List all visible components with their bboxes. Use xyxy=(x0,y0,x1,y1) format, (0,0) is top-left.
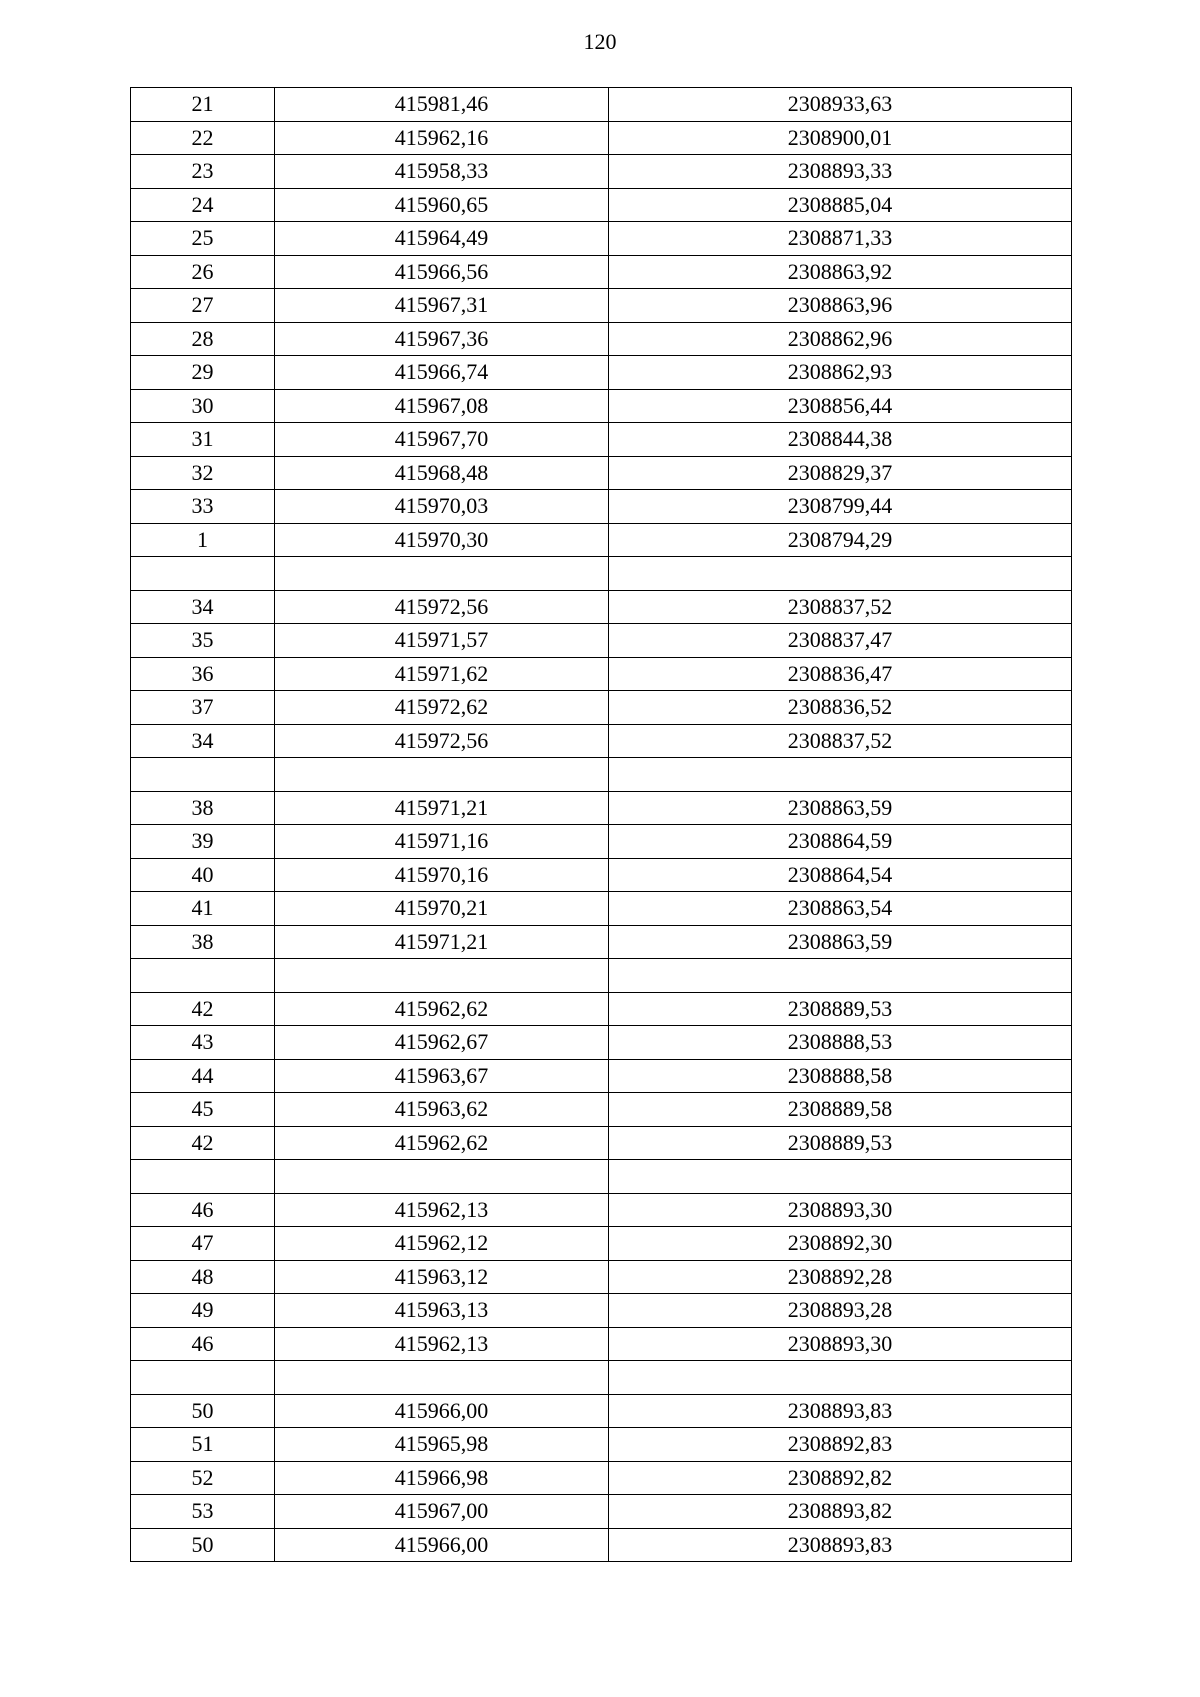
y-coordinate-cell xyxy=(609,959,1072,993)
x-coordinate-cell: 415981,46 xyxy=(275,88,609,122)
point-number-cell: 34 xyxy=(131,724,275,758)
point-number-cell: 30 xyxy=(131,389,275,423)
y-coordinate-cell: 2308889,58 xyxy=(609,1093,1072,1127)
x-coordinate-cell: 415962,67 xyxy=(275,1026,609,1060)
x-coordinate-cell: 415963,13 xyxy=(275,1294,609,1328)
point-number-cell: 47 xyxy=(131,1227,275,1261)
x-coordinate-cell: 415972,62 xyxy=(275,691,609,725)
table-row xyxy=(131,892,1072,926)
table-row xyxy=(131,523,1072,557)
table-separator-row xyxy=(131,557,1072,591)
table-row xyxy=(131,590,1072,624)
x-coordinate-cell xyxy=(275,959,609,993)
x-coordinate-cell: 415967,36 xyxy=(275,322,609,356)
table-row xyxy=(131,1394,1072,1428)
table-row xyxy=(131,490,1072,524)
table-row xyxy=(131,222,1072,256)
x-coordinate-cell: 415966,56 xyxy=(275,255,609,289)
table-row xyxy=(131,356,1072,390)
point-number-cell: 40 xyxy=(131,858,275,892)
table-row xyxy=(131,992,1072,1026)
y-coordinate-cell: 2308892,83 xyxy=(609,1428,1072,1462)
y-coordinate-cell: 2308864,59 xyxy=(609,825,1072,859)
x-coordinate-cell: 415972,56 xyxy=(275,590,609,624)
table-row xyxy=(131,1294,1072,1328)
point-number-cell: 46 xyxy=(131,1327,275,1361)
x-coordinate-cell: 415962,16 xyxy=(275,121,609,155)
coordinates-table xyxy=(130,87,1072,1562)
x-coordinate-cell: 415970,21 xyxy=(275,892,609,926)
y-coordinate-cell: 2308862,93 xyxy=(609,356,1072,390)
x-coordinate-cell: 415972,56 xyxy=(275,724,609,758)
y-coordinate-cell: 2308888,53 xyxy=(609,1026,1072,1060)
x-coordinate-cell xyxy=(275,557,609,591)
y-coordinate-cell: 2308893,30 xyxy=(609,1193,1072,1227)
y-coordinate-cell: 2308844,38 xyxy=(609,423,1072,457)
x-coordinate-cell: 415963,67 xyxy=(275,1059,609,1093)
table-row xyxy=(131,1528,1072,1562)
x-coordinate-cell: 415970,03 xyxy=(275,490,609,524)
x-coordinate-cell: 415962,62 xyxy=(275,992,609,1026)
x-coordinate-cell: 415960,65 xyxy=(275,188,609,222)
point-number-cell: 42 xyxy=(131,1126,275,1160)
x-coordinate-cell xyxy=(275,1160,609,1194)
point-number-cell xyxy=(131,959,275,993)
y-coordinate-cell: 2308864,54 xyxy=(609,858,1072,892)
x-coordinate-cell: 415967,31 xyxy=(275,289,609,323)
x-coordinate-cell: 415962,12 xyxy=(275,1227,609,1261)
y-coordinate-cell: 2308893,83 xyxy=(609,1394,1072,1428)
point-number-cell: 1 xyxy=(131,523,275,557)
y-coordinate-cell: 2308829,37 xyxy=(609,456,1072,490)
point-number-cell: 46 xyxy=(131,1193,275,1227)
table-row xyxy=(131,1059,1072,1093)
y-coordinate-cell xyxy=(609,557,1072,591)
y-coordinate-cell: 2308871,33 xyxy=(609,222,1072,256)
y-coordinate-cell: 2308893,83 xyxy=(609,1528,1072,1562)
point-number-cell: 34 xyxy=(131,590,275,624)
x-coordinate-cell: 415965,98 xyxy=(275,1428,609,1462)
point-number-cell xyxy=(131,758,275,792)
table-separator-row xyxy=(131,959,1072,993)
point-number-cell: 24 xyxy=(131,188,275,222)
x-coordinate-cell: 415971,21 xyxy=(275,925,609,959)
y-coordinate-cell: 2308863,96 xyxy=(609,289,1072,323)
point-number-cell xyxy=(131,1361,275,1395)
page-number: 120 xyxy=(583,29,617,54)
y-coordinate-cell: 2308888,58 xyxy=(609,1059,1072,1093)
y-coordinate-cell: 2308837,47 xyxy=(609,624,1072,658)
table-row xyxy=(131,1428,1072,1462)
table-row xyxy=(131,88,1072,122)
y-coordinate-cell: 2308856,44 xyxy=(609,389,1072,423)
table-row xyxy=(131,255,1072,289)
x-coordinate-cell xyxy=(275,1361,609,1395)
table-row xyxy=(131,724,1072,758)
point-number-cell: 22 xyxy=(131,121,275,155)
point-number-cell: 33 xyxy=(131,490,275,524)
x-coordinate-cell: 415967,08 xyxy=(275,389,609,423)
y-coordinate-cell: 2308893,28 xyxy=(609,1294,1072,1328)
table-row xyxy=(131,1026,1072,1060)
x-coordinate-cell: 415962,13 xyxy=(275,1327,609,1361)
table-row xyxy=(131,1260,1072,1294)
point-number-cell: 51 xyxy=(131,1428,275,1462)
point-number-cell: 50 xyxy=(131,1528,275,1562)
y-coordinate-cell: 2308885,04 xyxy=(609,188,1072,222)
x-coordinate-cell: 415968,48 xyxy=(275,456,609,490)
table-row xyxy=(131,825,1072,859)
x-coordinate-cell: 415963,62 xyxy=(275,1093,609,1127)
point-number-cell: 37 xyxy=(131,691,275,725)
table-row xyxy=(131,925,1072,959)
y-coordinate-cell: 2308900,01 xyxy=(609,121,1072,155)
point-number-cell: 42 xyxy=(131,992,275,1026)
y-coordinate-cell: 2308836,47 xyxy=(609,657,1072,691)
table-row xyxy=(131,1227,1072,1261)
table-separator-row xyxy=(131,1160,1072,1194)
table-row xyxy=(131,657,1072,691)
y-coordinate-cell: 2308794,29 xyxy=(609,523,1072,557)
x-coordinate-cell: 415971,21 xyxy=(275,791,609,825)
point-number-cell: 39 xyxy=(131,825,275,859)
point-number-cell: 38 xyxy=(131,925,275,959)
y-coordinate-cell: 2308892,82 xyxy=(609,1461,1072,1495)
point-number-cell: 28 xyxy=(131,322,275,356)
table-row xyxy=(131,791,1072,825)
table-row xyxy=(131,1126,1072,1160)
x-coordinate-cell: 415967,70 xyxy=(275,423,609,457)
x-coordinate-cell: 415971,57 xyxy=(275,624,609,658)
x-coordinate-cell: 415966,74 xyxy=(275,356,609,390)
point-number-cell xyxy=(131,1160,275,1194)
y-coordinate-cell: 2308893,33 xyxy=(609,155,1072,189)
y-coordinate-cell: 2308863,92 xyxy=(609,255,1072,289)
y-coordinate-cell xyxy=(609,1361,1072,1395)
point-number-cell: 21 xyxy=(131,88,275,122)
x-coordinate-cell: 415971,16 xyxy=(275,825,609,859)
table-row xyxy=(131,289,1072,323)
table-row xyxy=(131,155,1072,189)
y-coordinate-cell: 2308862,96 xyxy=(609,322,1072,356)
table-row xyxy=(131,322,1072,356)
x-coordinate-cell: 415964,49 xyxy=(275,222,609,256)
y-coordinate-cell: 2308836,52 xyxy=(609,691,1072,725)
x-coordinate-cell: 415966,00 xyxy=(275,1528,609,1562)
x-coordinate-cell: 415970,30 xyxy=(275,523,609,557)
point-number-cell: 45 xyxy=(131,1093,275,1127)
point-number-cell: 27 xyxy=(131,289,275,323)
y-coordinate-cell: 2308863,59 xyxy=(609,791,1072,825)
point-number-cell: 53 xyxy=(131,1495,275,1529)
x-coordinate-cell: 415971,62 xyxy=(275,657,609,691)
table-row xyxy=(131,691,1072,725)
y-coordinate-cell: 2308837,52 xyxy=(609,590,1072,624)
table-row xyxy=(131,1093,1072,1127)
point-number-cell: 50 xyxy=(131,1394,275,1428)
x-coordinate-cell xyxy=(275,758,609,792)
table-separator-row xyxy=(131,758,1072,792)
point-number-cell: 25 xyxy=(131,222,275,256)
y-coordinate-cell: 2308933,63 xyxy=(609,88,1072,122)
table-row xyxy=(131,1327,1072,1361)
point-number-cell: 29 xyxy=(131,356,275,390)
point-number-cell: 26 xyxy=(131,255,275,289)
point-number-cell: 49 xyxy=(131,1294,275,1328)
point-number-cell: 35 xyxy=(131,624,275,658)
y-coordinate-cell xyxy=(609,1160,1072,1194)
x-coordinate-cell: 415970,16 xyxy=(275,858,609,892)
y-coordinate-cell: 2308863,54 xyxy=(609,892,1072,926)
y-coordinate-cell: 2308892,28 xyxy=(609,1260,1072,1294)
x-coordinate-cell: 415962,13 xyxy=(275,1193,609,1227)
table-row xyxy=(131,121,1072,155)
y-coordinate-cell xyxy=(609,758,1072,792)
point-number-cell: 48 xyxy=(131,1260,275,1294)
y-coordinate-cell: 2308893,30 xyxy=(609,1327,1072,1361)
point-number-cell: 41 xyxy=(131,892,275,926)
x-coordinate-cell: 415958,33 xyxy=(275,155,609,189)
point-number-cell: 38 xyxy=(131,791,275,825)
point-number-cell: 31 xyxy=(131,423,275,457)
table-row xyxy=(131,389,1072,423)
table-row xyxy=(131,858,1072,892)
x-coordinate-cell: 415966,98 xyxy=(275,1461,609,1495)
point-number-cell: 36 xyxy=(131,657,275,691)
point-number-cell xyxy=(131,557,275,591)
y-coordinate-cell: 2308892,30 xyxy=(609,1227,1072,1261)
y-coordinate-cell: 2308799,44 xyxy=(609,490,1072,524)
point-number-cell: 43 xyxy=(131,1026,275,1060)
table-row xyxy=(131,1461,1072,1495)
y-coordinate-cell: 2308863,59 xyxy=(609,925,1072,959)
x-coordinate-cell: 415966,00 xyxy=(275,1394,609,1428)
table-row xyxy=(131,624,1072,658)
table-row xyxy=(131,1193,1072,1227)
table-row xyxy=(131,423,1072,457)
x-coordinate-cell: 415962,62 xyxy=(275,1126,609,1160)
point-number-cell: 23 xyxy=(131,155,275,189)
point-number-cell: 52 xyxy=(131,1461,275,1495)
table-separator-row xyxy=(131,1361,1072,1395)
point-number-cell: 32 xyxy=(131,456,275,490)
coordinates-table-body xyxy=(131,88,1072,1562)
y-coordinate-cell: 2308837,52 xyxy=(609,724,1072,758)
point-number-cell: 44 xyxy=(131,1059,275,1093)
table-row xyxy=(131,188,1072,222)
table-row xyxy=(131,1495,1072,1529)
y-coordinate-cell: 2308889,53 xyxy=(609,1126,1072,1160)
table-row xyxy=(131,456,1072,490)
x-coordinate-cell: 415967,00 xyxy=(275,1495,609,1529)
y-coordinate-cell: 2308893,82 xyxy=(609,1495,1072,1529)
x-coordinate-cell: 415963,12 xyxy=(275,1260,609,1294)
y-coordinate-cell: 2308889,53 xyxy=(609,992,1072,1026)
